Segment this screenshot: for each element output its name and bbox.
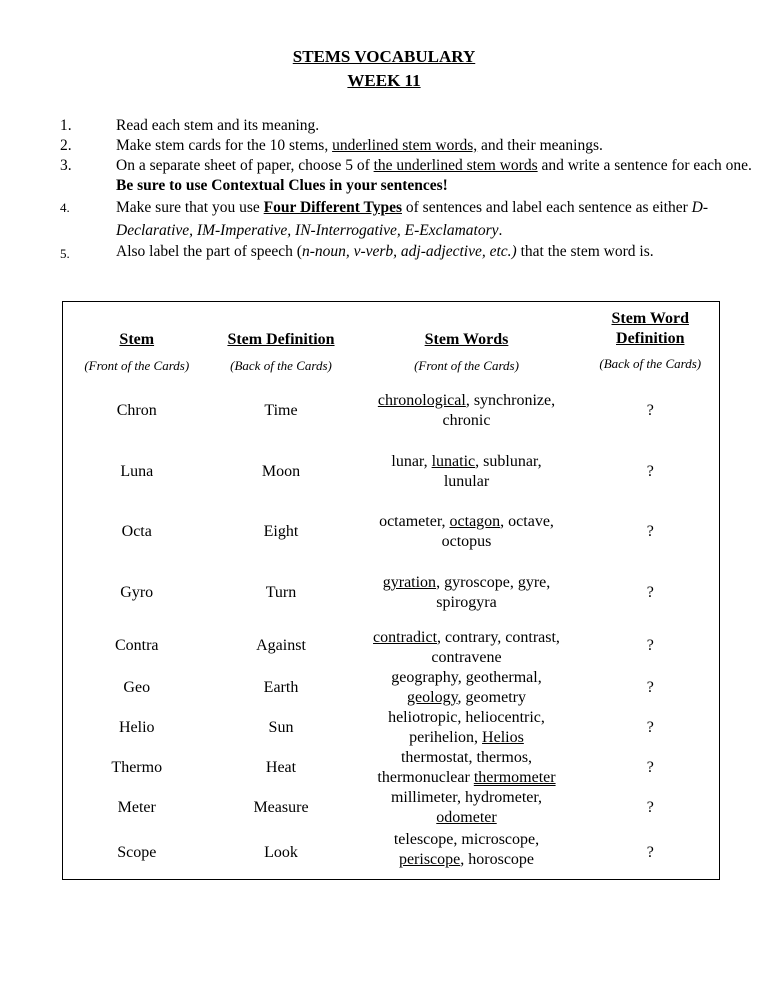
answer-cell: ?	[646, 401, 654, 419]
stem-cell: Meter	[117, 798, 156, 816]
answer-cell: ?	[646, 523, 654, 540]
table-row	[63, 380, 720, 442]
table-row	[63, 442, 720, 502]
answer-cell: ?	[646, 844, 654, 862]
table-row	[63, 624, 720, 668]
definition-cell: Look	[264, 844, 298, 862]
stem-words-cell: octameter, octagon, octave, octopus	[379, 513, 554, 550]
stem-cell: Helio	[118, 718, 155, 736]
definition-cell: Against	[256, 636, 306, 654]
definition-cell: Moon	[261, 462, 301, 480]
table-header-row	[63, 302, 720, 380]
table-row	[63, 828, 720, 880]
table-row	[63, 788, 720, 828]
answer-cell: ?	[646, 798, 654, 816]
stem-cell: Geo	[123, 678, 151, 696]
table-row	[63, 748, 720, 788]
answer-cell: ?	[646, 584, 654, 601]
stem-cell: Gyro	[120, 584, 154, 601]
answer-cell: ?	[646, 718, 654, 736]
stem-cell: Scope	[117, 844, 157, 862]
answer-cell: ?	[646, 636, 654, 654]
definition-cell: Earth	[263, 678, 299, 696]
definition-cell: Heat	[265, 758, 297, 776]
stems-table	[62, 301, 720, 880]
answer-cell: ?	[646, 678, 654, 696]
stem-words-cell: heliotropic, heliocentric, perihelion, Helios	[388, 708, 545, 746]
stem-words-cell: lunar, lunatic, sublunar, lunular	[391, 452, 542, 490]
instruction-1: Read each stem and its meaning.	[116, 117, 320, 134]
instruction-3: On a separate sheet of paper, choose 5 of the underlined stem words and write a sentence for each one. Be sure to use Contextual Clues in your sentences!	[116, 157, 752, 194]
instruction-number: 3.	[60, 157, 72, 174]
stem-words-cell: thermostat, thermos, thermonuclear thermometer	[377, 748, 556, 786]
definition-cell: Turn	[265, 584, 297, 601]
page-title: STEMS VOCABULARY	[292, 47, 476, 66]
table-row	[63, 563, 720, 624]
header-stem: Stem (Front of the Cards)	[84, 331, 190, 374]
header-stem-word-definition: Stem Word Definition (Back of the Cards)	[599, 310, 702, 372]
answer-cell: ?	[646, 462, 654, 480]
instruction-2: Make stem cards for the 10 stems, underlined stem words, and their meanings.	[116, 137, 603, 154]
instruction-number: 1.	[60, 117, 72, 134]
instruction-5: Also label the part of speech (n-noun, v-verb, adj-adjective, etc.) that the stem word is.	[116, 243, 654, 260]
stem-cell: Chron	[116, 401, 157, 419]
definition-cell: Measure	[253, 798, 309, 816]
instruction-number: 2.	[60, 137, 72, 154]
header-stem-definition: Stem Definition (Back of the Cards)	[227, 331, 335, 374]
instruction-4: Make sure that you use Four Different Types of sentences and label each sentence as either D-Declarative, IM-Imperative, IN-Interrogative, E-Exclamatory.	[116, 199, 708, 239]
stem-words-cell: contradict, contrary, contrast, contravene	[373, 628, 560, 666]
stem-words-cell: telescope, microscope, periscope, horoscope	[393, 830, 540, 868]
table-row	[63, 708, 720, 748]
instruction-number: 5.	[60, 246, 70, 261]
page-subtitle: WEEK 11	[347, 71, 421, 90]
stem-words-cell: geography, geothermal, geology, geometry	[391, 668, 542, 706]
stem-cell: Thermo	[111, 758, 163, 776]
table-row	[63, 668, 720, 708]
definition-cell: Time	[264, 401, 298, 419]
stem-cell: Luna	[120, 462, 154, 480]
definition-cell: Sun	[268, 718, 294, 736]
definition-cell: Eight	[263, 523, 299, 540]
header-stem-words: Stem Words (Front of the Cards)	[414, 331, 519, 374]
stem-words-cell: millimeter, hydrometer, odometer	[390, 788, 543, 826]
stem-cell: Octa	[121, 523, 152, 540]
table-row	[63, 502, 720, 563]
stem-words-cell: gyration, gyroscope, gyre, spirogyra	[382, 574, 551, 611]
instruction-number: 4.	[60, 200, 70, 215]
answer-cell: ?	[646, 758, 654, 776]
stem-cell: Contra	[114, 636, 159, 654]
stem-words-cell: chronological, synchronize, chronic	[377, 391, 556, 429]
